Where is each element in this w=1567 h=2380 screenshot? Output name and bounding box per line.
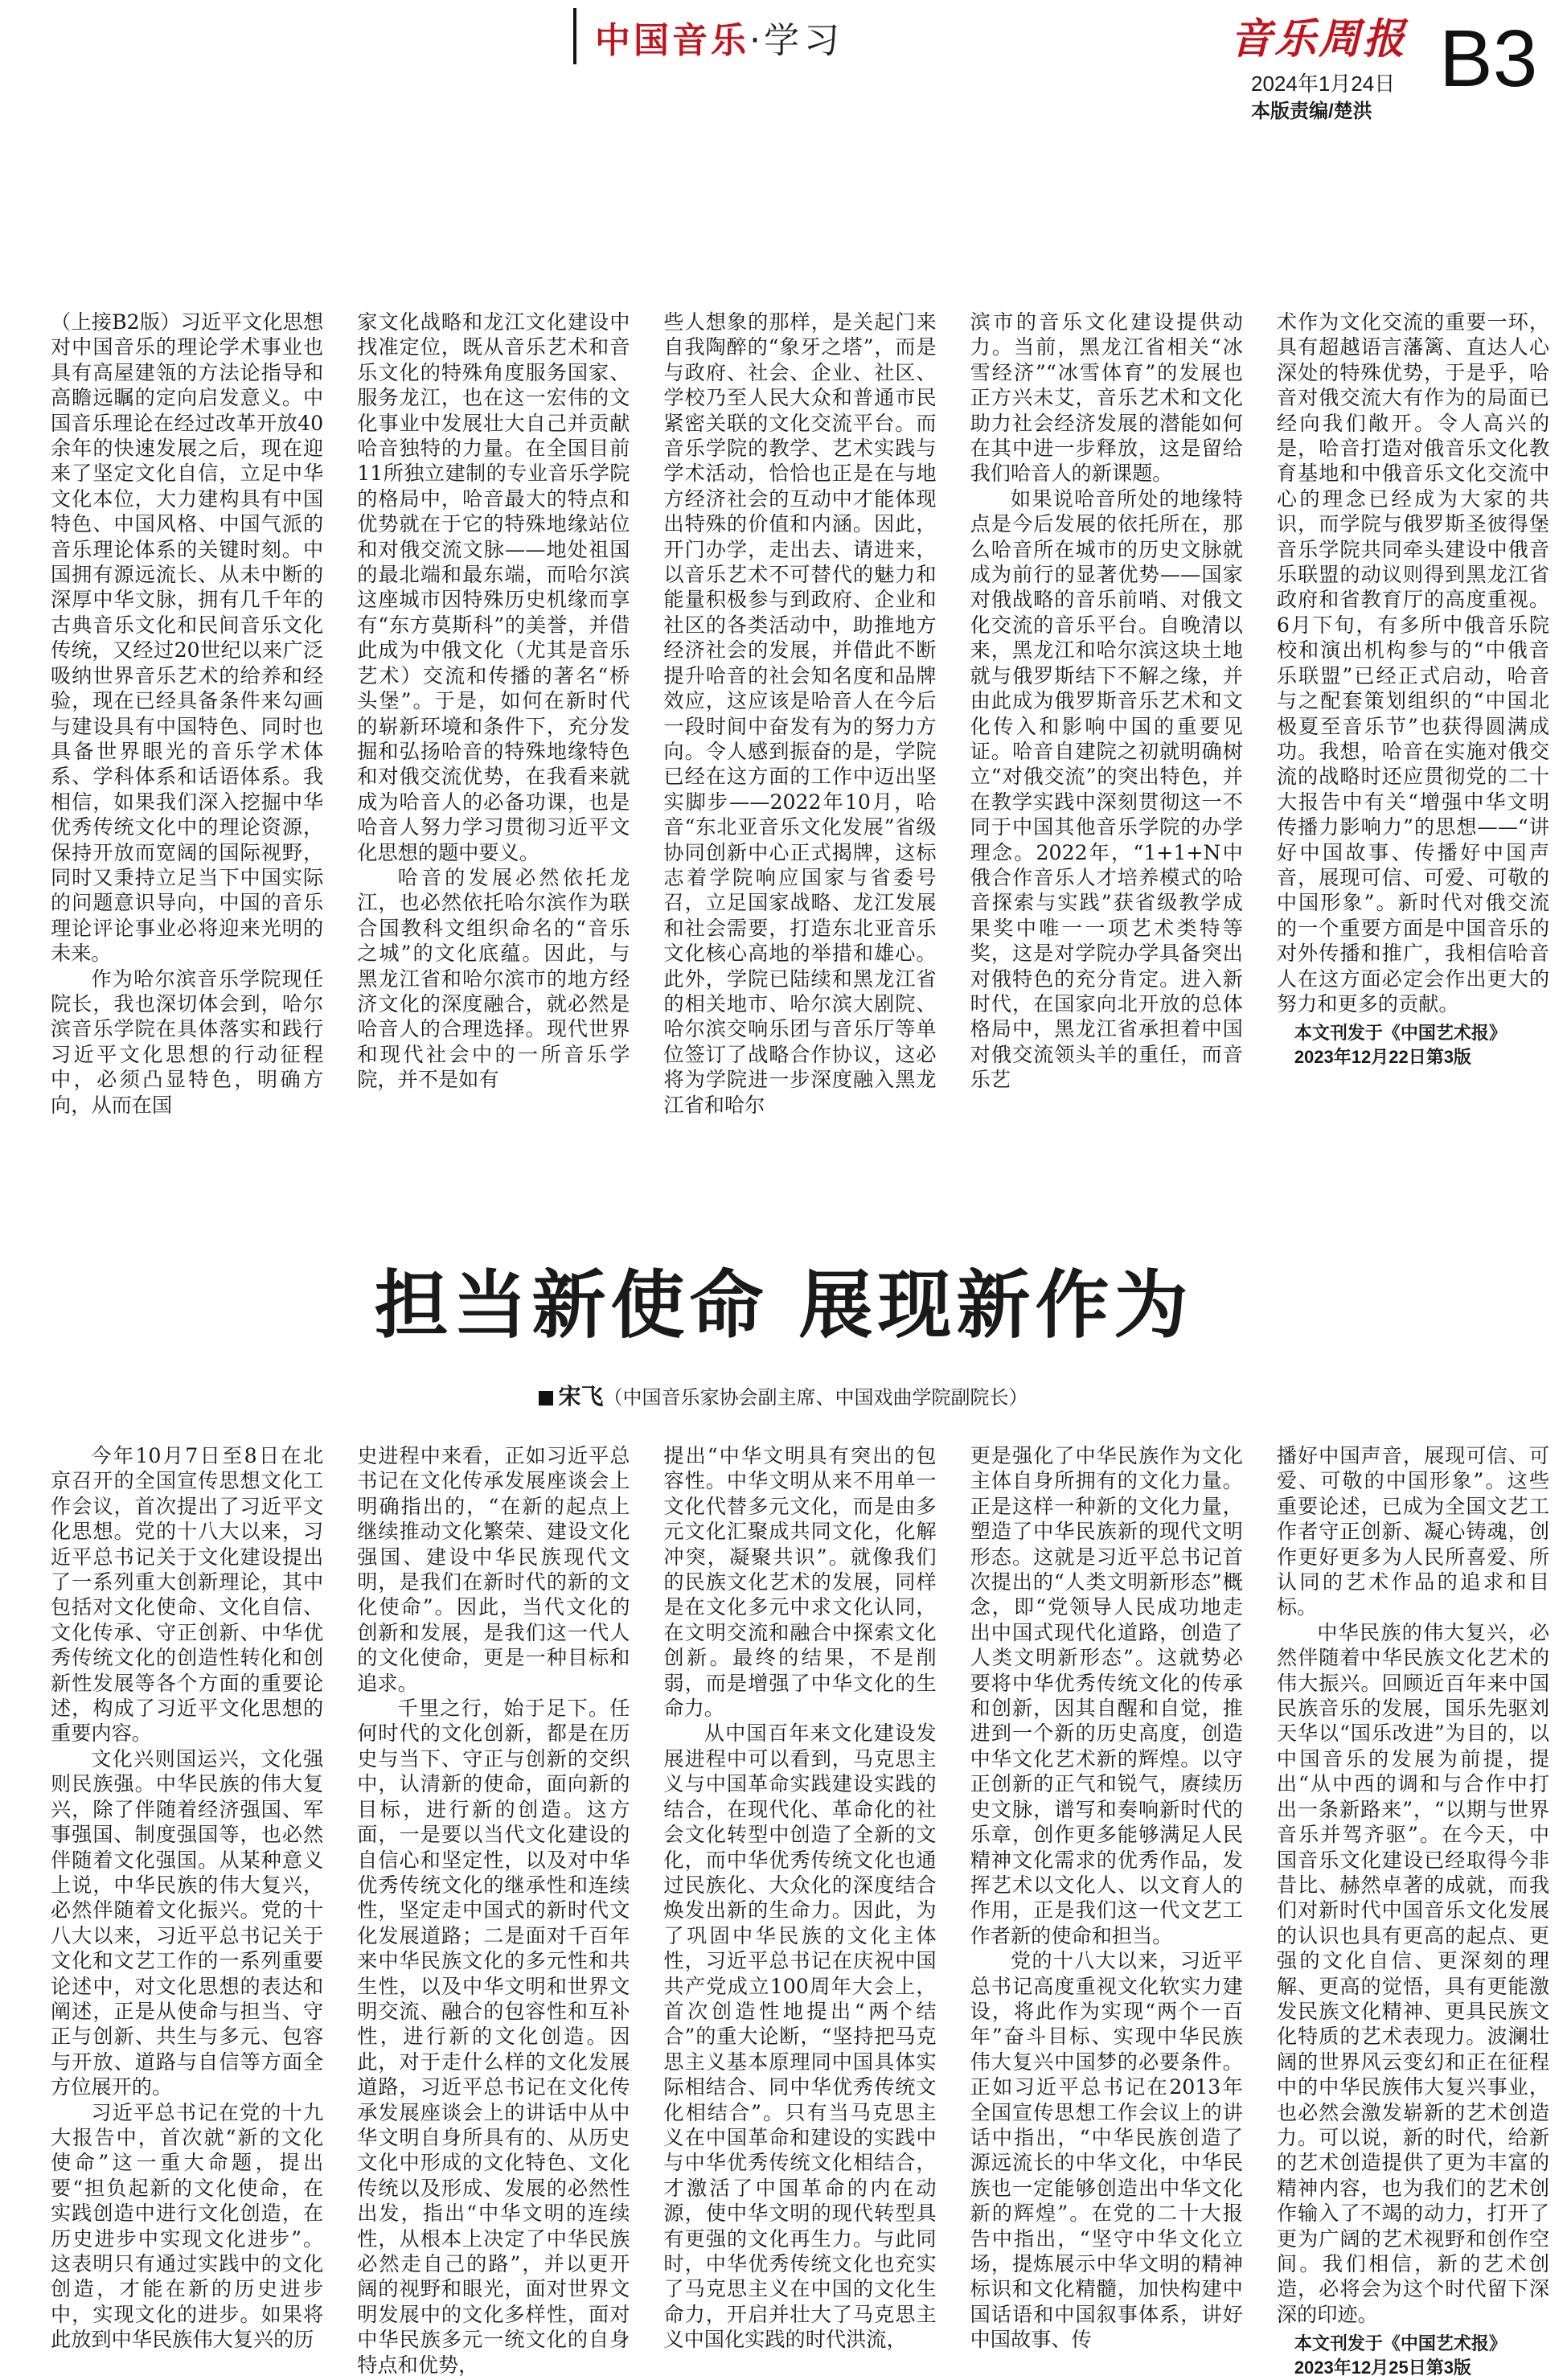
masthead-title: 中国音乐 bbox=[595, 20, 749, 61]
article-columns bbox=[51, 310, 1549, 1118]
column-5 bbox=[1277, 310, 1549, 1118]
paragraph: 千里之行，始于足下。任何时代的文化创新，都是在历史与当下、守正与创新的交织中，认清新的使命，面向新的目标，进行新的创造。这方面，一是要以当代文化建设的自信心和坚定性，以及对中华优秀传统文化的继承性和连续性，坚定走中国式的新时代文化发展道路；二是面对千百年来中华民族文化的多元性和共生性，以及中华文明和世界文明交流、融合的包容性和互补性，进行新的文化创造。因此，对于走什么样的文化发展道路，习近平总书记在文化传承发展座谈会上的讲话中从中华文明自身所具有的、从历史文化中形成的文化特色、文化传统以及形成、发展的必然性出发，指出“中华文明的连续性，从根本上决定了中华民族必然走自己的路”，并以更开阔的视野和眼光，面对世界文明发展中的文化多样性，面对中华民族多元一统文化的自身特点和优势， bbox=[357, 1697, 630, 2377]
column-1 bbox=[51, 1443, 323, 2380]
credit-line: 2023年12月25日第3版 bbox=[1294, 2357, 1471, 2378]
section-masthead bbox=[595, 11, 844, 63]
page-header bbox=[0, 0, 1567, 129]
paragraph: 从中国百年来文化建设发展进程中可以看到，马克思主义与中国革命实践建设实践的结合，在现代化、革命化的社会文化转型中创造了全新的文化，而中华优秀传统文化也通过民族化、大众化的深度结合焕发出新的生命力。因此，为了巩固中华民族的文化主体性，习近平总书记在庆祝中国共产党成立100周年大会上，首次创造性地提出“两个结合”的重大论断，“坚持把马克思主义基本原理同中国具体实际相结合、同中华优秀传统文化相结合”。只有当马克思主义在中国革命和建设的实践中与中华优秀传统文化相结合，才激活了中国革命的内在动源，使中华文明的现代转型具有更强的文化再生力。与此同时，中华优秀传统文化也充实了马克思主义在中国的文化生命力，开启并壮大了马克思主义中国化实践的时代洪流， bbox=[663, 1721, 937, 2352]
paragraph: 习近平总书记在党的十九大报告中，首次就“新的文化使命”这一重大命题，提出要“担负起新的文化使命，在实践创造中进行文化创造，在历史进步中实现文化进步”。这表明只有通过实践中的文化创造，才能在新的历史进步中，实现文化的进步。如果将此放到中华民族伟大复兴的历 bbox=[51, 2100, 324, 2352]
paragraph: 滨市的音乐文化建设提供动力。当前，黑龙江省相关“冰雪经济”“冰雪体育”的发展也正方兴未艾，音乐艺术和文化助力社会经济发展的潜能如何在其中进一步释放，这是留给我们哈音人的新课题。 bbox=[970, 310, 1243, 486]
column-4 bbox=[970, 310, 1243, 1118]
paragraph: 播好中国声音，展现可信、可爱、可敬的中国形象”。这些重要论述，已成为全国文艺工作者守正创新、凝心铸魂，创作更好更多为人民所喜爱、所认同的艺术作品的追求和目标。 bbox=[1276, 1444, 1550, 1619]
page-number: B3 bbox=[1439, 14, 1538, 104]
masthead-separator: · bbox=[749, 20, 764, 61]
paragraph: 术作为文化交流的重要一环，具有超越语言藩篱、直达人心深处的特殊优势，于是乎，哈音对俄交流大有作为的局面已经向我们敞开。令人高兴的是，哈音打造对俄音乐文化教育基地和中俄音乐文化交流中心的理念已经成为大家的共识，而学院与俄罗斯圣彼得堡音乐学院共同牵头建设中俄音乐联盟的动议则得到黑龙江省政府和省教育厅的高度重视。6月下旬，有多所中俄音乐院校和演出机构参与的“中俄音乐联盟”已经正式启动，哈音与之配套策划组织的“中国北极夏至音乐节”也获得圆满成功。我想，哈音在实施对俄交流的战略时还应贯彻党的二十大报告中有关“增强中华文明传播力影响力”的思想——“讲好中国故事、传播好中国声音，展现可信、可爱、可敬的中国形象”。新时代对俄交流的一个重要方面是中国音乐的对外传播和推广，我相信哈音人在这方面必定会作出更大的努力和更多的贡献。 bbox=[1276, 310, 1550, 1016]
credit-line: 本文刊发于《中国艺术报》 bbox=[1294, 1023, 1507, 1044]
credit-line: 2023年12月22日第3版 bbox=[1294, 1047, 1471, 1068]
section-name: 学习 bbox=[764, 20, 844, 61]
issue-date: 2024年1月24日 bbox=[1251, 72, 1396, 96]
author-name: 宋飞 bbox=[558, 1383, 604, 1410]
column-2 bbox=[357, 1443, 630, 2380]
column-2 bbox=[357, 310, 630, 1118]
newspaper-logo: 音乐周报 bbox=[1230, 14, 1408, 64]
paragraph: 文化兴则国运兴，文化强则民族强。中华民族的伟大复兴，除了伴随着经济强国、军事强国、制度强国等，也必然伴随着文化强国。从某种意义上说，中华民族的伟大复兴，必然伴随着文化振兴。党的十八大以来，习近平总书记关于文化和文艺工作的一系列重要论述中，对文化思想的表达和阐述，正是从使命与担当、守正与创新、共生与多元、包容与开放、道路与自信等方面全方位展开的。 bbox=[51, 1746, 324, 2099]
paragraph: 哈音的发展必然依托龙江，也必然依托哈尔滨作为联合国教科文组织命名的“音乐之城”的文化底蕴。因此，与黑龙江省和哈尔滨市的地方经济文化的深度融合，就必然是哈音人的合理选择。现代世界和现代社会中的一所音乐学院，并不是如有 bbox=[357, 865, 630, 1092]
paragraph: 今年10月7日至8日在北京召开的全国宣传思想文化工作会议，首次提出了习近平文化思想。党的十八大以来，习近平总书记关于文化建设提出了一系列重大创新理论，其中包括对文化使命、文化自信、文化传承、守正创新、中华优秀传统文化的创造性转化和创新性发展等各个方面的重要论述，构成了习近平文化思想的重要内容。 bbox=[51, 1444, 324, 1746]
author-title: （中国音乐家协会副主席、中国戏曲学院副院长） bbox=[603, 1386, 1028, 1409]
column-5 bbox=[1277, 1443, 1549, 2380]
paragraph: 如果说哈音所处的地缘特点是今后发展的依托所在，那么哈音所在城市的历史文脉就成为前行的显著优势——国家对俄战略的音乐前哨、对俄文化交流的音乐平台。自晚清以来，黑龙江和哈尔滨这块土地就与俄罗斯结下不解之缘，并由此成为俄罗斯音乐艺术和文化传入和影响中国的重要见证。哈音自建院之初就明确树立“对俄交流”的突出特色，并在教学实践中深刻贯彻这一不同于中国其他音乐学院的办学理念。2022年，“1+1+N中俄合作音乐人才培养模式的哈音探索与实践”获省级教学成果奖中唯一一项艺术类特等奖，这是对学院办学具备突出对俄特色的充分肯定。进入新时代，在国家向北开放的总体格局中，黑龙江省承担着中国对俄交流领头羊的重任，而音乐艺 bbox=[970, 486, 1243, 1092]
paragraph: 家文化战略和龙江文化建设中找准定位，既从音乐艺术和音乐文化的特殊角度服务国家、服务龙江，也在这一宏伟的文化事业中发展壮大自己并贡献哈音独特的力量。在全国目前11所独立建制的专业音乐学院的格局中，哈音最大的特点和优势就在于它的特殊地缘站位和对俄交流文脉——地处祖国的最北端和最东端，而哈尔滨这座城市因特殊历史机缘而享有“东方莫斯科”的美誉，并借此成为中俄文化（尤其是音乐艺术）交流和传播的著名“桥头堡”。于是，如何在新时代的崭新环境和条件下，充分发掘和弘扬哈音的特殊地缘特色和对俄交流优势，在我看来就成为哈音人的必备功课，也是哈音人努力学习贯彻习近平文化思想的题中要义。 bbox=[357, 310, 630, 864]
paragraph: 中华民族的伟大复兴，必然伴随着中华民族文化艺术的伟大振兴。回顾近百年来中国民族音乐的发展，国乐先驱刘天华以“国乐改进”为目的，以中国音乐的发展为前提，提出“从中西的调和与合作中打出一条新路来”，“以期与世界音乐并驾齐驱”。在今天，中国音乐文化建设已经取得今非昔比、赫然卓著的成就，而我们对新时代中国音乐文化发展的认识也具有更高的起点、更强的文化自信、更深刻的理解、更高的觉悟，具有更能激发民族文化精神、更具民族文化特质的艺术表现力。波澜壮阔的世界风云变幻和正在征程中的中华民族伟大复兴事业，也必然会激发崭新的艺术创造力。可以说，新的时代，给新的艺术创造提供了更为丰富的精神内容，也为我们的艺术创作输入了不竭的动力，打开了更为广阔的艺术视野和创作空间。我们相信，新的艺术创造，必将会为这个时代留下深深的印迹。 bbox=[1276, 1620, 1550, 2326]
article-byline bbox=[0, 1379, 1567, 1411]
header-divider bbox=[573, 8, 576, 64]
column-1 bbox=[51, 310, 323, 1118]
article-headline: 担当新使命 展现新作为 bbox=[374, 1262, 1193, 1348]
byline-square-icon bbox=[539, 1391, 553, 1405]
paragraph: 提出“中华文明具有突出的包容性。中华文明从来不用单一文化代替多元文化，而是由多元文化汇聚成共同文化，化解冲突，凝聚共识”。就像我们的民族文化艺术的发展，同样是在文化多元中求文化认同，在文明交流和融合中探索文化创新。最终的结果，不是削弱，而是增强了中华文化的生命力。 bbox=[663, 1444, 937, 1721]
column-3 bbox=[663, 310, 936, 1118]
page-editor: 本版责编/楚洪 bbox=[1251, 101, 1372, 122]
source-credit bbox=[1277, 2332, 1549, 2380]
article-columns bbox=[51, 1443, 1549, 2380]
paragraph: 更是强化了中华民族作为文化主体自身所拥有的文化力量。正是这样一种新的文化力量，塑造了中华民族新的现代文明形态。这就是习近平总书记首次提出的“人类文明新形态”概念，即“党领导人民成功地走出中国式现代化道路，创造了人类文明新形态”。这就势必要将中华优秀传统文化的传承和创新，因其自醒和自觉，推进到一个新的历史高度，创造中华文化艺术新的辉煌。以守正创新的正气和锐气，赓续历史文脉，谱写和奏响新时代的乐章，创作更多能够满足人民精神文化需求的优秀作品，发挥艺术以文化人、以文育人的作用，正是我们这一代文艺工作者新的使命和担当。 bbox=[970, 1444, 1243, 1947]
paragraph: （上接B2版）习近平文化思想对中国音乐的理论学术事业也具有高屋建瓴的方法论指导和高瞻远瞩的定向启发意义。中国音乐理论在经过改革开放40余年的快速发展之后，现在迎来了坚定文化自信，立足中华文化本位，大力建构具有中国特色、中国风格、中国气派的音乐理论体系的关键时刻。中国拥有源远流长、从未中断的深厚中华文脉，拥有几千年的古典音乐文化和民间音乐文化传统，又经过20世纪以来广泛吸纳世界音乐艺术的给养和经验，现在已经具备条件来勾画与建设具有中国特色、同时也具备世界眼光的音乐学术体系、学科体系和话语体系。我相信，如果我们深入挖掘中华优秀传统文化中的理论资源，保持开放而宽阔的国际视野，同时又秉持立足当下中国实际的问题意识导向，中国的音乐理论评论事业必将迎来光明的未来。 bbox=[51, 310, 324, 966]
paragraph: 作为哈尔滨音乐学院现任院长，我也深切体会到，哈尔滨音乐学院在具体落实和践行习近平文化思想的行动征程中，必须凸显特色，明确方向，从而在国 bbox=[51, 966, 324, 1117]
column-4 bbox=[970, 1443, 1243, 2380]
source-credit bbox=[1277, 1021, 1549, 1069]
column-3 bbox=[663, 1443, 936, 2380]
paragraph: 些人想象的那样，是关起门来自我陶醉的“象牙之塔”，而是与政府、社会、企业、社区、学校乃至人民大众和普通市民紧密关联的文化交流平台。而音乐学院的教学、艺术实践与学术活动，恰恰也正是在与地方经济社会的互动中才能体现出特殊的价值和内涵。因此，开门办学，走出去、请进来，以音乐艺术不可替代的魅力和能量积极参与到政府、企业和社区的各类活动中，助推地方经济社会的发展，并借此不断提升哈音的社会知名度和品牌效应，这应该是哈音人在今后一段时间中奋发有为的努力方向。令人感到振奋的是，学院已经在这方面的工作中迈出坚实脚步——2022年10月，哈音“东北亚音乐文化发展”省级协同创新中心正式揭牌，这标志着学院响应国家与省委号召，立足国家战略、龙江发展和社会需要，打造东北亚音乐文化核心高地的举措和雄心。此外，学院已陆续和黑龙江省的相关地市、哈尔滨大剧院、哈尔滨交响乐团与音乐厅等单位签订了战略合作协议，这必将为学院进一步深度融入黑龙江省和哈尔 bbox=[663, 310, 937, 1117]
paragraph: 史进程中来看，正如习近平总书记在文化传承发展座谈会上明确指出的，“在新的起点上继续推动文化繁荣、建设文化强国、建设中华民族现代文明，是我们在新时代的新的文化使命”。因此，当代文化的创新和发展，是我们这一代人的文化使命，更是一种目标和追求。 bbox=[357, 1444, 630, 1695]
credit-line: 本文刊发于《中国艺术报》 bbox=[1294, 2333, 1507, 2354]
paragraph: 党的十八大以来，习近平总书记高度重视文化软实力建设，将此作为实现“两个一百年”奋斗目标、实现中华民族伟大复兴中国梦的必要条件。正如习近平总书记在2013年全国宣传思想工作会议上的讲话中指出，“中华民族创造了源远流长的中华文化，中华民族也一定能够创造出中华文化新的辉煌”。在党的二十大报告中指出，“坚守中华文化立场，提炼展示中华文明的精神标识和文化精髓，加快构建中国话语和中国叙事体系，讲好中国故事、传 bbox=[970, 1949, 1243, 2352]
